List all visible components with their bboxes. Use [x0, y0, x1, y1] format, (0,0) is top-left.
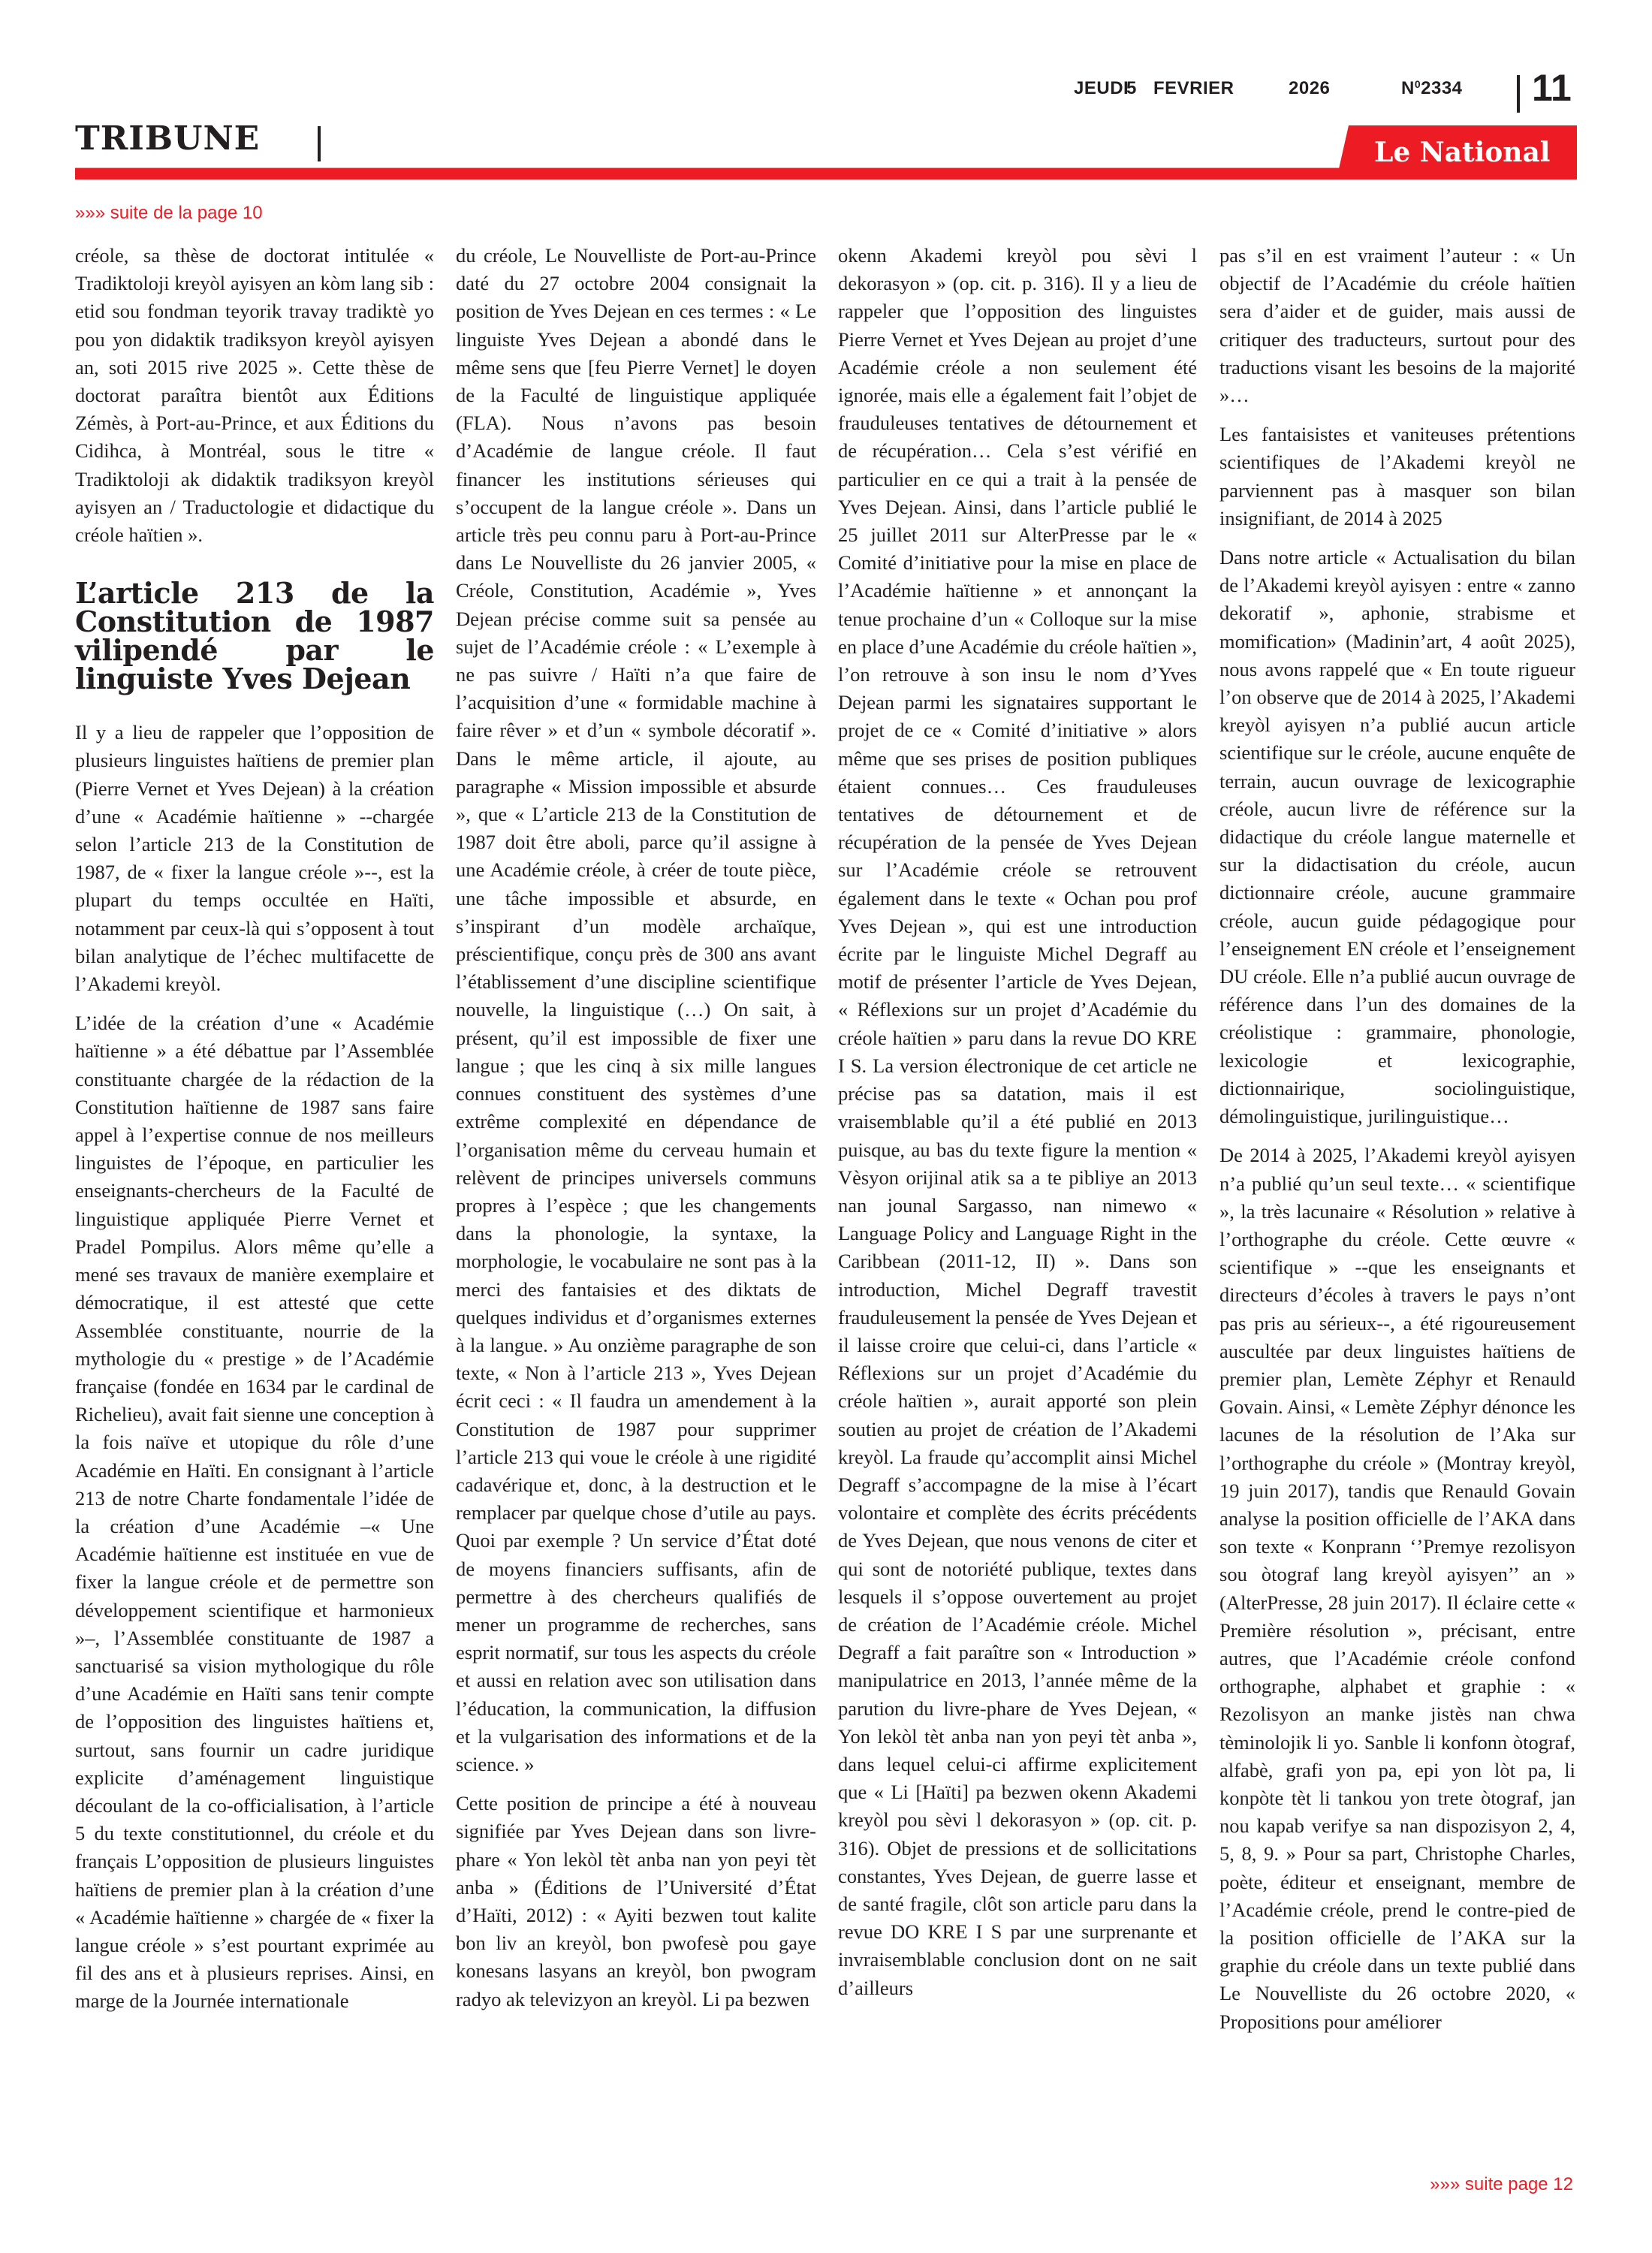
paragraph: Il y a lieu de rappeler que l’opposition de plusieurs linguistes haïtiens de premier plan (Pierre Vernet et Yves Dejean) à la création d’une « Académie haïtienne » --chargée selon l’article 213 de la Constitution de 1987, de « fixer la langue créole »--, est la plupart du temps occultée en Haïti, notamment par ceux-là qui s’opposent à tout bilan analytique de l’échec multifacette de l’Akademi kreyòl. [75, 721, 434, 996]
continued-to-link[interactable]: »»» suite page 12 [1430, 2174, 1573, 2194]
article-column-2 [456, 242, 816, 2025]
issue-month: FEVRIER [1153, 78, 1234, 98]
issue-sup: 0 [1414, 78, 1421, 90]
issue-date: 5 [1126, 78, 1137, 98]
section-divider [318, 126, 321, 161]
page-number: 11 [1532, 67, 1572, 109]
page-number-divider [1517, 75, 1520, 113]
article-column-3 [838, 242, 1197, 2013]
section-title: TRIBUNE [75, 119, 261, 158]
issue-meta [1074, 74, 1491, 104]
paragraph: L’idée de la création d’une « Académie haïtienne » a été débattue par l’Assemblée constituante chargée de la rédaction de la Constitution haïtienne de 1987 sans faire appel à l’expertise connue de nos meilleurs linguistes de l’époque, en particulier les enseignants-chercheurs de la Faculté de linguistique appliquée Pierre Vernet et Pradel Pompilus. Alors même qu’elle a mené ses travaux de manière exemplaire et démocratique, il est attesté que cette Assemblée constituante, nourrie de la mythologie du « prestige » de l’Académie française (fondée en 1634 par le cardinal de Richelieu), avait fait sienne une conception à la fois naïve et utopique du rôle d’une Académie en Haïti. En consignant à l’article 213 de notre Charte fondamentale l’idée de la création d’une Académie –« Une Académie haïtienne est instituée en vue de fixer la langue créole et de permettre son développement scientifique et harmonieux »–, l’Assemblée constituante de 1987 a sanctuarisé sa vision mythologique du rôle d’une Académie en Haïti sans tenir compte de l’opposition des linguistes haïtiens et, surtout, sans fournir un cadre juridique explicite d’aménagement linguistique découlant de la co-officialisation, à l’article 5 du texte constitutionnel, du créole et du français L’opposition de plusieurs linguistes haïtiens de premier plan à la création d’une « Académie haïtienne » chargée de « fixer la langue créole » s’est pourtant exprimée au fil des ans et à plusieurs reprises. Ainsi, en marge de la Journée internationale [75, 1012, 434, 2013]
paragraph: créole, sa thèse de doctorat intitulée « Tradiktoloji kreyòl ayisyen an kòm lang sib : etid sou fondman teyorik travay tradiktè yo pou yon didaktik tradiksyon kreyòl ayisyen an, soti 2015 rive 2025 ». Cette thèse de doctorat paraîtra bientôt aux Éditions Zémès, à Port-au-Prince, et aux Éditions du Cidihca, à Montréal, sous le titre « Tradiktoloji ak didaktik tradiksyon kreyòl ayisyen an / Traductologie et didactique du créole haïtien ». [75, 244, 434, 547]
issue-day: JEUDI [1074, 78, 1129, 98]
issue-number-label [1401, 78, 1491, 99]
article-subheading: L’article 213 de la Constitution de 1987 vilipendé par le linguiste Yves Dejean [75, 576, 434, 696]
issue-prefix: N [1401, 78, 1415, 98]
masthead-logo: Le National [1374, 137, 1551, 168]
paragraph: du créole, Le Nouvelliste de Port-au-Prince daté du 27 octobre 2004 consignait la position de Yves Dejean en ces termes : « Le linguiste Yves Dejean a abondé dans le même sens que [feu Pierre Vernet] le doyen de la Faculté de linguistique appliquée (FLA). Nous n’avons pas besoin d’Académie de langue créole. Il faut financer les institutions sérieuses qui s’occupent de la langue créole ». Dans un article très peu connu paru à Port-au-Prince dans Le Nouvelliste du 26 janvier 2005, « Créole, Constitution, Académie », Yves Dejean précise comme suit sa pensée au sujet de l’Académie créole : « L’exemple à ne pas suivre / Haïti n’a que faire de l’acquisition d’une « formidable machine à faire rêver » et d’un « symbole décoratif ». Dans le même article, il ajoute, au paragraphe « Mission impossible et absurde », que « L’article 213 de la Constitution de 1987 doit être aboli, parce qu’il assigne à une Académie créole, à créer de toute pièce, une tâche impossible et absurde, en s’inspirant d’un modèle archaïque, préscientifique, conçu près de 300 ans avant l’établissement d’une discipline scientifique nouvelle, la linguistique (…) On sait, à présent, qu’il est impossible de fixer une langue ; que les cinq à six mille langues connues constituent des systèmes d’une extrême complexité en dépendance de l’organisation même du cerveau humain et relèvent de principes universels communs propres à l’espèce ; que les changements dans la phonologie, la syntaxe, la morphologie, le vocabulaire ne sont pas à la merci des fantaisies et des diktats de quelques individus et d’organismes externes à la langue. » Au onzième paragraphe de son texte, « Non à l’article 213 », Yves Dejean écrit ceci : « Il faudra un amendement à la Constitution de 1987 pour supprimer l’article 213 qui voue le créole à une rigidité cadavérique et, donc, à la destruction et le remplacer par quelque chose d’utile au pays. Quoi par exemple ? Un service d’État doté de moyens financiers suffisants, afin de permettre à des chercheurs qualifiés de mener un programme de recherches, sans esprit normatif, sur tous les aspects du créole et aussi en relation avec son utilisation dans l’éducation, la communication, la diffusion et la vulgarisation des informations et de la science. » [456, 244, 816, 1775]
article-column-4 [1219, 242, 1575, 2047]
issue-number: 2334 [1421, 78, 1463, 98]
article-column-1 [75, 242, 434, 2027]
paragraph: Dans notre article « Actualisation du bilan de l’Akademi kreyòl ayisyen : entre « zanno dekoratif », aphonie, strabisme et momification» (Madinin’art, 4 août 2025), nous avons rappelé que « En toute rigueur l’on observe que de 2014 à 2025, l’Akademi kreyòl ayisyen n’a publié aucun article scientifique sur le créole, aucune enquête de terrain, aucun ouvrage de lexicographie créole, aucun livre de référence sur la didactique du créole langue maternelle et sur la didactisation du créole, aucun dictionnaire créole, aucune grammaire créole, aucun guide pédagogique pour l’enseignement EN créole et l’enseignement DU créole. Elle n’a publié aucun ouvrage de référence dans l’un des domaines de la créolistique : grammaire, phonologie, lexicologie et lexicographie, dictionnairique, sociolinguistique, démolinguistique, jurilinguistique… [1219, 546, 1575, 1128]
continued-from-link[interactable]: »»» suite de la page 10 [75, 203, 263, 223]
paragraph: okenn Akademi kreyòl pou sèvi l dekorasyon » (op. cit. p. 316). Il y a lieu de rappeler que l’opposition des linguistes Pierre Vernet et Yves Dejean au projet d’une Académie créole a non seulement été ignorée, mais elle a également fait l’objet de frauduleuses tentatives de détournement et de récupération… Cela s’est vérifié en particulier en ce qui a trait à la pensée de Yves Dejean. Ainsi, dans l’article publié le 25 juillet 2011 sur AlterPresse par le « Comité d’initiative pour la mise en place de l’Académie haïtienne » et annonçant la tenue prochaine d’un « Colloque sur la mise en place d’une Académie du créole haïtien », l’on retrouve à son insu le nom d’Yves Dejean parmi les signataires supportant le projet de ce « Comité d’initiative » alors même que ses prises de position publiques étaient connues… Ces frauduleuses tentatives de détournement et de récupération de la pensée de Yves Dejean sur l’Académie créole se retrouvent également dans le texte « Ochan pou prof Yves Dejean », qui est une introduction écrite par le linguiste Michel Degraff au motif de présenter l’article de Yves Dejean, « Réflexions sur un projet d’Académie du créole haïtien » paru dans la revue DO KRE I S. La version électronique de cet article ne précise pas sa datation, mais il est vraisemblable qu’il a été publié en 2013 puisque, au bas du texte figure la mention « Vèsyon orijinal atik sa a te pibliye an 2013 nan jounal Sargasso, nan nimewo « Language Policy and Language Right in the Caribbean (2011-12, II) ». Dans son introduction, Michel Degraff travestit frauduleusement la pensée de Yves Dejean et il laisse croire que celui-ci, dans l’article « Réflexions sur un projet d’Académie du créole haïtien », aurait apporté son plein soutien au projet de création de l’Akademi kreyòl. La fraude qu’accomplit ainsi Michel Degraff s’accompagne de la mise à l’écart volontaire et complète des écrits précédents de Yves Dejean, que nous venons de citer et qui sont de notoriété publique, textes dans lesquels il s’oppose ouvertement au projet de création de l’Académie créole. Michel Degraff a fait paraître son « Introduction » manipulatrice en 2013, l’année même de la parution du livre-phare de Yves Dejean, « Yon lekòl tèt anba nan yon peyi tèt anba », dans lequel celui-ci affirme explicitement que « Li [Haïti] pa bezwen okenn Akademi kreyòl pou sèvi l dekorasyon » (op. cit. p. 316). Objet de pressions et de sollicitations constantes, Yves Dejean, de guerre lasse et de santé fragile, clôt son article paru dans la revue DO KRE I S par une surprenante et invraisemblable conclusion dont on ne sait d’ailleurs [838, 244, 1197, 1999]
paragraph: De 2014 à 2025, l’Akademi kreyòl ayisyen n’a publié qu’un seul texte… « scientifique », la très lacunaire « Résolution » relative à l’orthographe du créole. Cette œuvre « scientifique » --que les enseignants et directeurs d’écoles à travers le pays n’ont pas pris au sérieux--, a été rigoureusement auscultée par deux linguistes haïtiens de premier plan, Lemète Zéphyr et Renauld Govain. Ainsi, « Lemète Zéphyr dénonce les lacunes de la résolution de l’Aka sur l’orthographe du créole » (Montray kreyòl, 19 juin 2017), tandis que Renauld Govain analyse la position officielle de l’AKA dans son texte « Konprann ‘’Premye rezolisyon sou òtograf lang kreyòl ayisyen’’ an » (AlterPresse, 28 juin 2017). Il éclaire cette « Première résolution », précisant, entre autres, que l’Académie créole confond orthographe, alphabet et graphie : « Rezolisyon an manke jistès nan chwa tèminolojik li yo. Sanble li konfonn òtograf, alfabè, grafi yon pa, epi yon lòt pa, li konpòte tèt li tankou yon trete òtograf, jan nou kapab verifye sa nan dispozisyon 2, 4, 5, 8, 9. » Pour sa part, Christophe Charles, poète, éditeur et enseignant, membre de l’Académie créole, prend le contre-pied de la position officielle de l’AKA sur la graphie du créole dans un texte publié dans Le Nouvelliste du 26 octobre 2020, « Propositions pour améliorer [1219, 1144, 1575, 2033]
paragraph: Cette position de principe a été à nouveau signifiée par Yves Dejean dans son livre-phare « Yon lekòl tèt anba nan yon peyi tèt anba » (Éditions de l’Université d’État d’Haïti, 2012) : « Ayiti bezwen tout kalite bon liv an kreyòl, bon pwofesè pou gaye konesans lasyans an kreyòl, bon pwogram radyo ak televizyon an kreyòl. Li pa bezwen [456, 1792, 816, 2010]
issue-year: 2026 [1289, 78, 1331, 98]
paragraph: pas s’il en est vraiment l’auteur : « Un objectif de l’Académie du créole haïtien sera d’aider et de guider, mais aussi de critiquer des traducteurs, surtout pour des traductions visant les besoins de la majorité »… [1219, 244, 1575, 407]
paragraph: Les fantaisistes et vaniteuses prétentions scientifiques de l’Akademi kreyòl ne parviennent pas à masquer son bilan insignifiant, de 2014 à 2025 [1219, 423, 1575, 529]
